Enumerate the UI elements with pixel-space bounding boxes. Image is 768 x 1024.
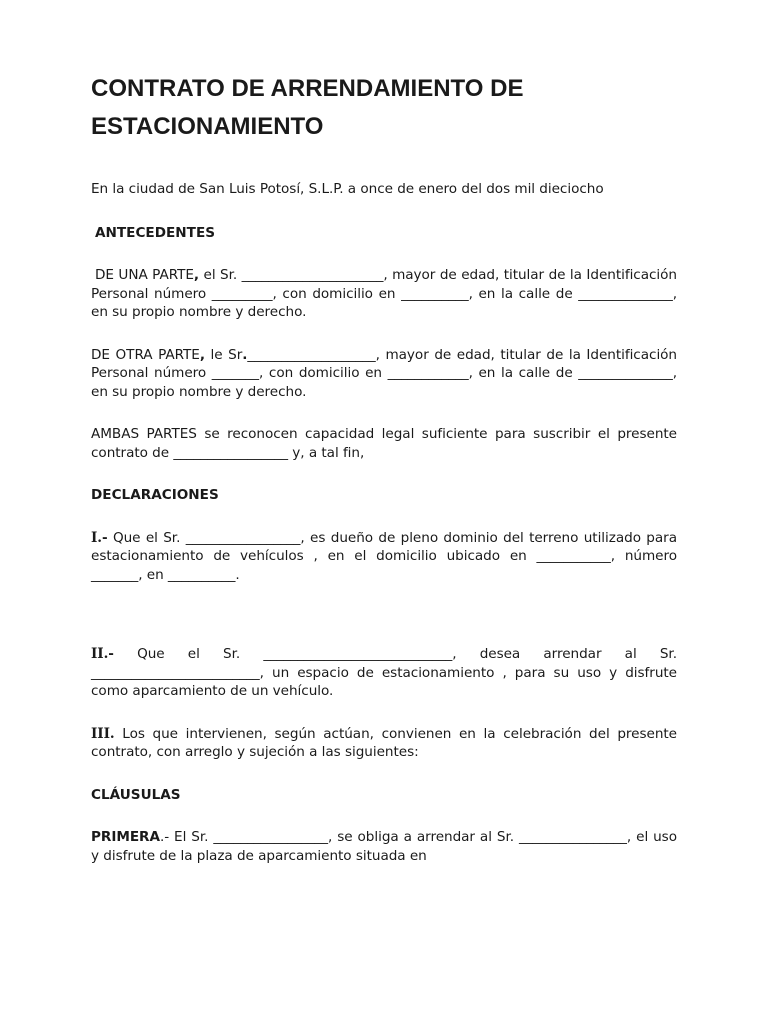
parte-2-comma: , <box>199 346 205 363</box>
parte-1-paragraph <box>91 266 677 322</box>
declaracion-1-paragraph <box>91 529 677 585</box>
ambas-partes-paragraph: AMBAS PARTES se reconocen capacidad legal suficiente para suscribir el presente contrato de _________________ y, a tal fin, <box>91 426 677 461</box>
declaracion-1-number: I.- <box>91 529 108 546</box>
title-line-2: ESTACIONAMIENTO <box>91 113 324 140</box>
intro-paragraph: En la ciudad de San Luis Potosí, S.L.P. a once de enero del dos mil dieciocho <box>91 181 604 197</box>
document-page <box>91 70 677 865</box>
clausulas-heading: CLÁUSULAS <box>91 786 181 803</box>
clausula-primera-text: .- El Sr. _________________, se obliga a arrendar al Sr. ________________, el uso y disfrute de la plaza de aparcamiento situada en <box>91 829 677 864</box>
declaracion-3-text: Los que intervienen, según actúan, convienen en la celebración del presente contrato, con arreglo y sujeción a las siguientes: <box>91 725 677 760</box>
title-line-1: CONTRATO DE ARRENDAMIENTO DE <box>91 75 524 102</box>
document-title <box>91 70 677 146</box>
antecedentes-heading: ANTECEDENTES <box>95 224 216 241</box>
parte-1-lead: DE UNA PARTE <box>95 267 194 283</box>
clausula-primera-lead: PRIMERA <box>91 829 160 845</box>
parte-2-text: ___________________, mayor de edad, titular de la Identificación Personal número _______, con domicilio en ____________, en la calle de ______________, en su propio nombre y derecho. <box>91 346 677 400</box>
declaracion-2-text: Que el Sr. ____________________________, desea arrendar al Sr. _________________________, un espacio de estacionamiento , para su uso y disfrute como aparcamiento de un vehículo. <box>91 646 677 699</box>
clausula-primera-paragraph <box>91 828 677 865</box>
declaracion-1-text: Que el Sr. _________________, es dueño de pleno dominio del terreno utilizado para estacionamiento de vehículos , en el domicilio ubicado en ___________, número _______, en __________. <box>91 529 677 583</box>
declaracion-3-paragraph <box>91 725 677 762</box>
parte-2-mid: le Sr <box>204 346 243 363</box>
declaracion-2-number: II.- <box>91 646 114 662</box>
parte-1-comma: , <box>193 267 200 283</box>
parte-1-text: el Sr. _____________________, mayor de edad, titular de la Identificación Personal número _________, con domicilio en __________, en la calle de ______________, en su propio nombre y derecho. <box>91 267 677 320</box>
parte-2-dot: . <box>242 346 248 363</box>
declaracion-2-paragraph <box>91 645 677 701</box>
declaraciones-heading: DECLARACIONES <box>91 487 219 503</box>
parte-2-paragraph <box>91 346 677 402</box>
declaracion-3-number: III. <box>91 725 115 742</box>
parte-2-lead: DE OTRA PARTE <box>91 346 200 363</box>
